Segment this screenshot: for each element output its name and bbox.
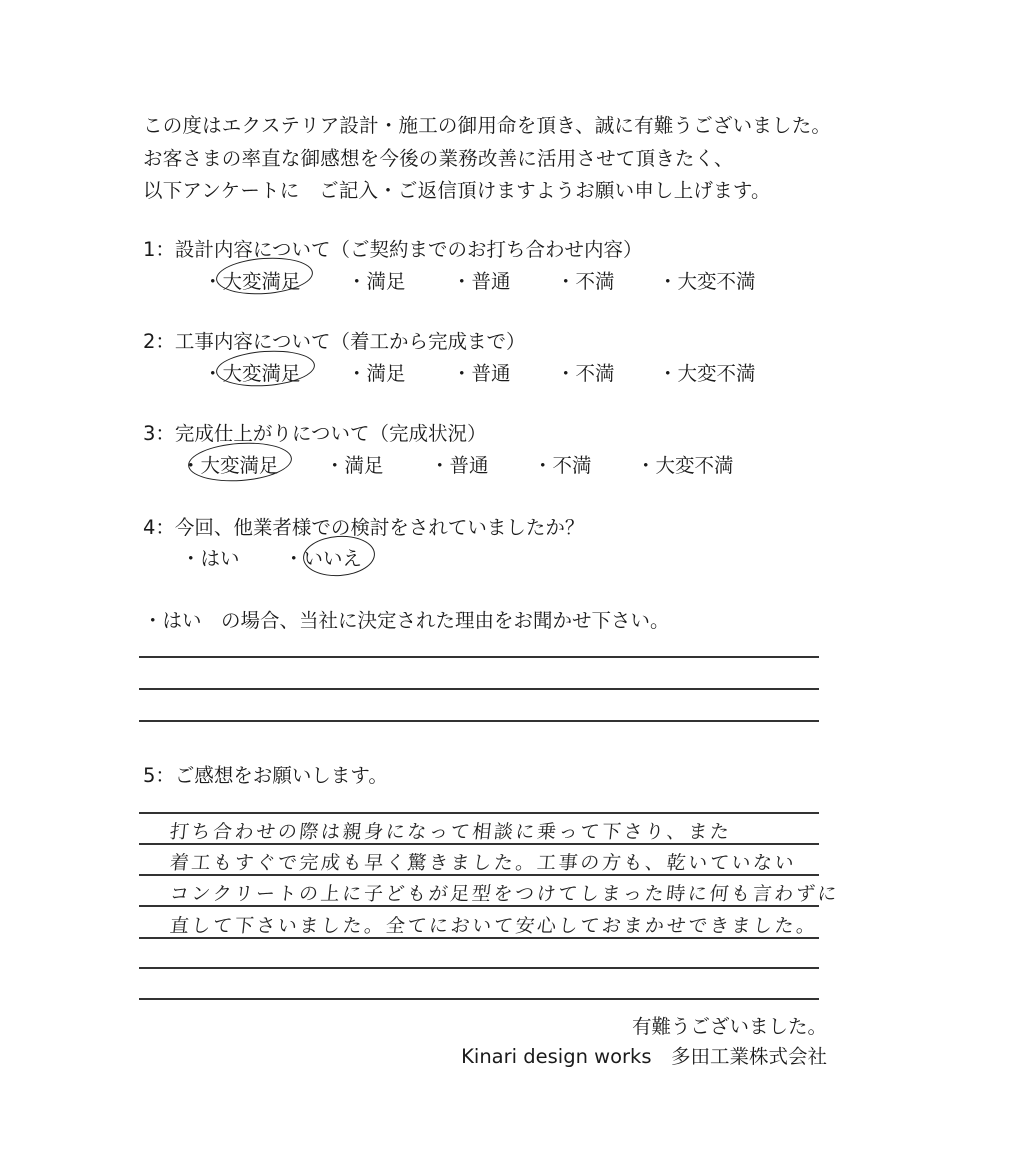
q4-option-yes[interactable]	[181, 543, 240, 571]
reason-answer-line-1[interactable]	[139, 656, 819, 658]
option-label: 満足	[344, 454, 384, 477]
q1-option-dissatisfied[interactable]	[556, 266, 615, 294]
handwritten-comment-line-4: 直して下さいました。全てにおいて安心しておまかせできました。	[168, 915, 820, 937]
question-1-title: 1：設計内容について（ご契約までのお打ち合わせ内容）	[143, 238, 643, 261]
q3-option-very-dissatisfied[interactable]	[636, 450, 734, 478]
question-5-title: 5：ご感想をお願いします。	[143, 764, 388, 787]
intro-line-3: 以下アンケートに ご記入・ご返信頂けますようお願い申し上げます。	[143, 179, 771, 202]
option-label: 大変満足	[222, 270, 301, 293]
handwritten-comment-line-1: 打ち合わせの際は親身になって相談に乗って下さり、また	[168, 821, 733, 843]
option-label: 不満	[575, 270, 615, 293]
option-label: 大変満足	[200, 454, 279, 477]
handwritten-comment-line-3: コンクリートの上に子どもが足型をつけてしまった時に何も言わずに	[168, 883, 841, 905]
q1-option-average[interactable]	[452, 266, 511, 294]
q2-option-average[interactable]	[452, 358, 511, 386]
q3-option-dissatisfied[interactable]	[533, 450, 592, 478]
option-label: 大変不満	[677, 270, 756, 293]
option-label: 普通	[449, 454, 489, 477]
option-label: はい	[200, 547, 240, 570]
q3-option-average[interactable]	[430, 450, 489, 478]
option-label: いいえ	[303, 547, 363, 570]
reason-prompt: ・はい の場合、当社に決定された理由をお聞かせ下さい。	[143, 609, 670, 632]
option-label: 不満	[552, 454, 592, 477]
comment-line-6	[139, 967, 819, 969]
option-label: 満足	[366, 270, 406, 293]
option-label: 満足	[366, 362, 406, 385]
q2-option-very-satisfied[interactable]	[203, 358, 301, 386]
question-2-title: 2：工事内容について（着工から完成まで）	[143, 330, 526, 353]
reason-answer-line-3[interactable]	[139, 720, 819, 722]
comment-line-1	[139, 812, 819, 814]
reason-answer-line-2[interactable]	[139, 688, 819, 690]
q2-option-satisfied[interactable]	[347, 358, 406, 386]
question-3-title: 3：完成仕上がりについて（完成状況）	[143, 422, 487, 445]
q2-option-dissatisfied[interactable]	[556, 358, 615, 386]
q2-option-very-dissatisfied[interactable]	[658, 358, 756, 386]
q3-option-satisfied[interactable]	[325, 450, 384, 478]
comment-line-7	[139, 998, 819, 1000]
option-label: 普通	[471, 362, 511, 385]
question-4-title: 4：今回、他業者様での検討をされていましたか？	[143, 516, 585, 539]
option-label: 大変不満	[677, 362, 756, 385]
q4-option-no[interactable]	[284, 543, 362, 571]
closing-thanks: 有難うございました。	[631, 1015, 827, 1038]
option-label: 普通	[471, 270, 511, 293]
intro-line-2: お客さまの率直な御感想を今後の業務改善に活用させて頂きたく、	[143, 147, 734, 170]
q1-option-very-satisfied[interactable]	[203, 266, 301, 294]
q1-option-very-dissatisfied[interactable]	[658, 266, 756, 294]
option-label: 不満	[575, 362, 615, 385]
option-label: 大変満足	[222, 362, 301, 385]
company-name: Kinari design works 多田工業株式会社	[461, 1045, 827, 1068]
q3-option-very-satisfied[interactable]	[181, 450, 279, 478]
option-label: 大変不満	[655, 454, 734, 477]
intro-line-1: この度はエクステリア設計・施工の御用命を頂き、誠に有難うございました。	[143, 114, 832, 137]
q1-option-satisfied[interactable]	[347, 266, 406, 294]
handwritten-comment-line-2: 着工もすぐで完成も早く驚きました。工事の方も、乾いていない	[168, 852, 798, 874]
